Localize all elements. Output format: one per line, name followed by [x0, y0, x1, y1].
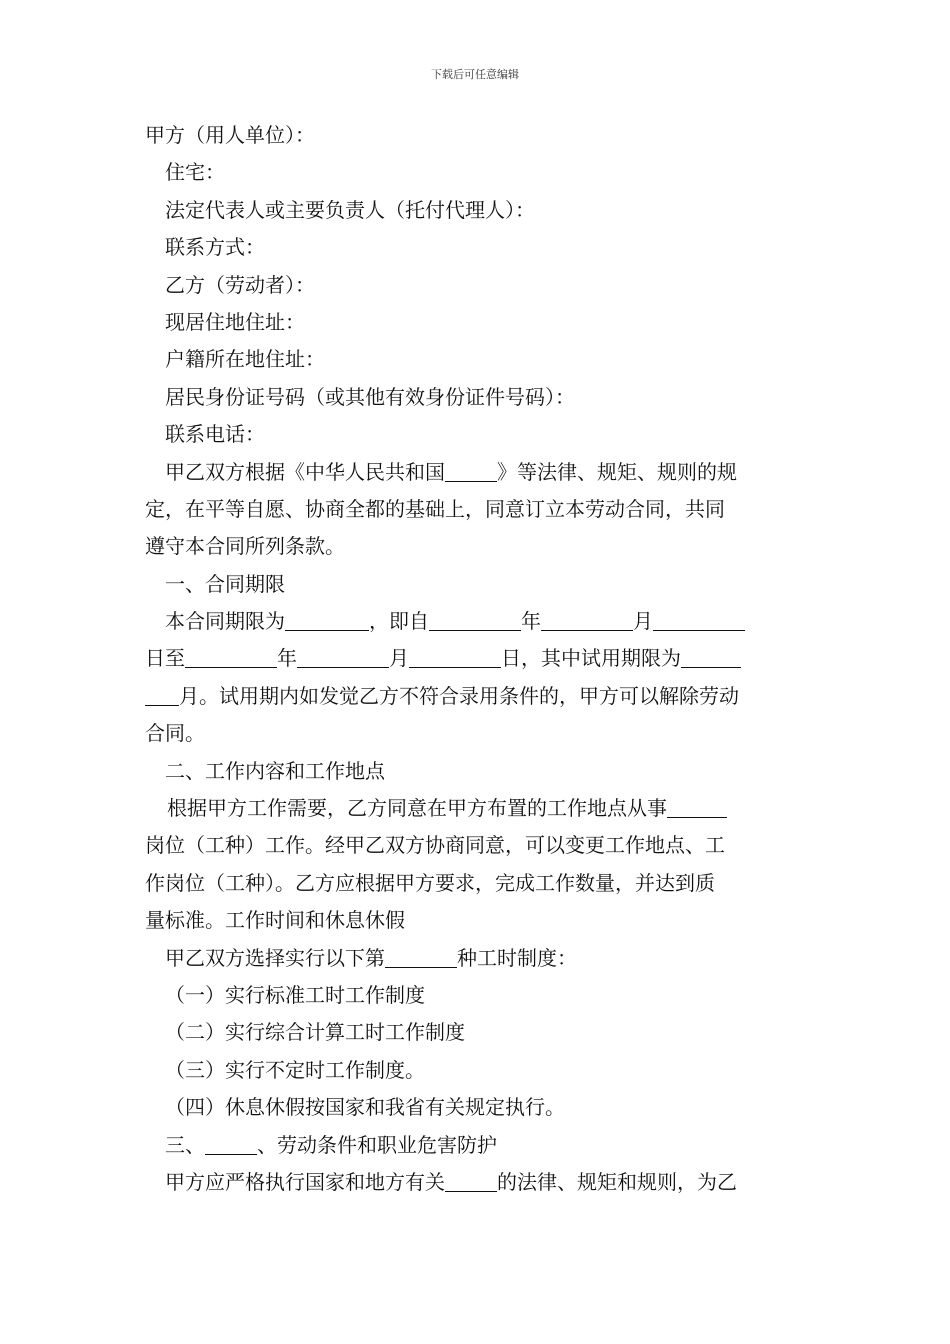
hours-line	[145, 940, 809, 977]
section-3-text: 三、	[165, 1132, 205, 1157]
blank-line	[445, 1171, 497, 1192]
hours-option-2: （二）实行综合计算工时工作制度	[165, 1020, 465, 1045]
party-b-phone: 联系电话：	[165, 422, 265, 447]
party-b-current-address: 现居住地住址：	[165, 309, 305, 334]
preamble-line-3: 遵守本合同所列条款。	[145, 534, 345, 559]
work-line-2: 岗位（工种）工作。经甲乙双方协商同意，可以变更工作地点、工	[145, 833, 725, 858]
term-text: 月	[633, 609, 653, 634]
party-a-address: 住宅：	[165, 160, 225, 185]
blank-line	[385, 947, 457, 968]
party-a-contact: 联系方式：	[165, 235, 265, 260]
hours-text: 甲乙双方选择实行以下第	[165, 945, 385, 970]
blank-line	[285, 610, 369, 631]
section-2-heading: 二、工作内容和工作地点	[165, 758, 385, 783]
hours-option-3: （三）实行不定时工作制度。	[165, 1057, 425, 1082]
hours-option-4: （四）休息休假按国家和我省有关规定执行。	[165, 1095, 565, 1120]
section-3-text: 、劳动条件和职业危害防护	[257, 1132, 497, 1157]
preamble-text: 甲乙双方根据《中华人民共和国	[165, 459, 445, 484]
blank-line	[429, 610, 521, 631]
page-header-note: 下载后可任意编辑	[431, 68, 519, 81]
term-text: 月。试用期内如发觉乙方不符合录用条件的，甲方可以解除劳动	[179, 683, 739, 708]
work-line-4: 量标准。工作时间和休息休假	[145, 908, 405, 933]
blank-line	[681, 647, 741, 668]
term-text: 月	[389, 646, 409, 671]
term-line-3	[145, 678, 809, 715]
term-line-2	[145, 640, 809, 677]
term-line-4: 合同。	[145, 721, 205, 746]
conditions-text: 甲方应严格执行国家和地方有关	[165, 1169, 445, 1194]
term-text: 年	[277, 646, 297, 671]
work-line-3: 作岗位（工种）。乙方应根据甲方要求，完成工作数量，并达到质	[145, 870, 715, 895]
contract-body	[145, 117, 809, 1201]
blank-line	[653, 610, 745, 631]
section-3-heading	[145, 1127, 809, 1164]
party-b-label: 乙方（劳动者）：	[165, 272, 315, 297]
party-b-id-number: 居民身份证号码（或其他有效身份证件号码）：	[165, 384, 575, 409]
term-line-1	[145, 603, 809, 640]
term-text: ，即自	[369, 609, 429, 634]
section-1-heading: 一、合同期限	[165, 571, 285, 596]
blank-line	[145, 685, 179, 706]
term-text: 年	[521, 609, 541, 634]
party-a-representative: 法定代表人或主要负责人（托付代理人）：	[165, 197, 535, 222]
blank-line	[541, 610, 633, 631]
hours-text: 种工时制度：	[457, 945, 577, 970]
party-a-label: 甲方（用人单位）：	[145, 123, 315, 147]
term-text: 日，其中试用期限为	[501, 646, 681, 671]
blank-line	[297, 647, 389, 668]
blank-line	[185, 647, 277, 668]
party-b-household-address: 户籍所在地住址：	[165, 347, 325, 372]
blank-line	[445, 461, 497, 482]
blank-line	[205, 1134, 257, 1155]
term-text: 日至	[145, 646, 185, 671]
preamble-text: 》等法律、规矩、规则的规	[497, 459, 737, 484]
work-text: 根据甲方工作需要，乙方同意在甲方布置的工作地点从事	[167, 796, 667, 821]
conditions-text: 的法律、规矩和规则，为乙	[497, 1169, 737, 1194]
term-text: 本合同期限为	[165, 609, 285, 634]
conditions-line-1	[145, 1164, 809, 1201]
preamble-line-1	[145, 454, 809, 491]
blank-line	[667, 797, 727, 818]
work-line-1	[145, 790, 809, 827]
hours-option-1: （一）实行标准工时工作制度	[165, 982, 425, 1007]
blank-line	[409, 647, 501, 668]
preamble-line-2: 定，在平等自愿、协商全都的基础上，同意订立本劳动合同，共同	[145, 496, 725, 521]
